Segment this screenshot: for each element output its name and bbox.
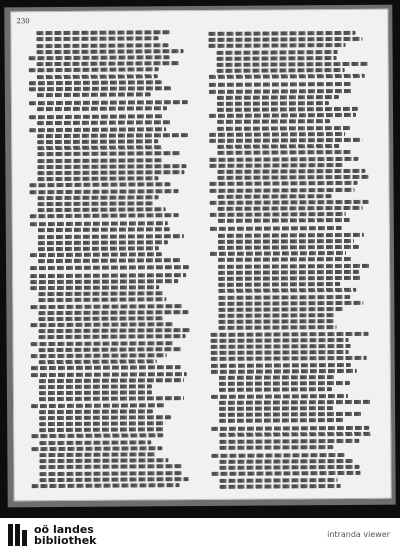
- text-line: [217, 150, 352, 155]
- text-line: [219, 381, 350, 386]
- text-line: [218, 257, 353, 262]
- text-line: [29, 115, 163, 120]
- text-line: [39, 378, 184, 383]
- text-line: [29, 127, 166, 132]
- text-line: [211, 426, 369, 431]
- text-line: [39, 384, 153, 389]
- text-line: [218, 232, 364, 237]
- text-line: [37, 176, 158, 181]
- text-line: [30, 221, 168, 226]
- text-line: [29, 183, 170, 188]
- text-line: [217, 62, 368, 67]
- text-line: [217, 107, 358, 112]
- text-line: [210, 251, 346, 256]
- text-line: [29, 86, 173, 91]
- text-line: [218, 282, 340, 287]
- text-line: [218, 239, 354, 244]
- library-logo-icon: [8, 522, 30, 548]
- text-line: [218, 276, 361, 281]
- text-line: [218, 270, 359, 275]
- text-line: [29, 55, 170, 60]
- text-line: [217, 101, 329, 106]
- text-line: [218, 307, 344, 312]
- text-line: [39, 428, 163, 433]
- text-line: [37, 152, 180, 157]
- text-line: [219, 432, 371, 437]
- text-line: [40, 471, 182, 476]
- text-line: [218, 301, 363, 306]
- text-line: [37, 92, 151, 97]
- text-line: [37, 74, 158, 79]
- text-line: [218, 288, 356, 293]
- text-line: [219, 445, 333, 450]
- text-line: [38, 240, 168, 245]
- text-line: [31, 341, 174, 346]
- text-line: [209, 132, 345, 137]
- text-line: [37, 61, 180, 66]
- text-line: [37, 158, 163, 163]
- text-line: [209, 88, 352, 93]
- text-line: [37, 106, 167, 111]
- text-line: [38, 298, 166, 303]
- text-line: [210, 212, 346, 217]
- text-line: [37, 139, 158, 144]
- page-number: 230: [16, 17, 30, 26]
- text-line: [218, 245, 359, 250]
- text-line: [220, 484, 341, 489]
- text-line: [219, 400, 371, 405]
- text-line: [39, 421, 165, 426]
- logo-line2: bibliothek: [34, 534, 97, 547]
- text-line: [38, 310, 188, 315]
- text-line: [39, 396, 184, 401]
- text-line: [39, 465, 181, 470]
- library-logo[interactable]: [8, 522, 96, 548]
- text-line: [39, 440, 151, 445]
- text-line: [38, 246, 159, 251]
- text-line: [30, 304, 182, 309]
- text-line: [31, 446, 162, 451]
- text-line: [39, 347, 183, 352]
- text-line: [37, 121, 171, 126]
- text-line: [36, 30, 170, 35]
- text-line: [31, 353, 167, 358]
- text-line: [37, 170, 184, 175]
- text-line: [218, 206, 363, 211]
- text-column-left: [28, 28, 191, 499]
- text-line: [39, 359, 157, 364]
- text-line: [211, 363, 351, 368]
- text-column-right: [208, 27, 371, 498]
- text-line: [30, 279, 179, 284]
- text-line: [29, 80, 162, 85]
- text-line: [38, 195, 159, 200]
- text-line: [210, 187, 355, 192]
- text-line: [29, 68, 159, 73]
- text-line: [38, 259, 181, 264]
- text-line: [38, 228, 170, 233]
- text-line: [30, 265, 189, 270]
- text-line: [209, 156, 358, 161]
- text-line: [209, 82, 351, 87]
- text-line: [39, 452, 155, 457]
- text-line: [219, 406, 333, 411]
- text-line: [218, 218, 350, 223]
- text-line: [209, 138, 362, 143]
- text-line: [211, 338, 349, 343]
- viewer-label: intranda viewer: [327, 530, 390, 539]
- text-line: [211, 331, 369, 336]
- text-line: [30, 213, 179, 218]
- text-line: [32, 483, 180, 488]
- text-line: [211, 453, 344, 458]
- text-line: [220, 478, 338, 483]
- text-line: [39, 335, 186, 340]
- text-line: [208, 37, 362, 42]
- text-line: [217, 68, 345, 73]
- text-line: [219, 465, 359, 470]
- text-line: [29, 100, 188, 105]
- text-line: [209, 43, 346, 48]
- text-line: [38, 207, 167, 212]
- text-line: [31, 372, 187, 377]
- text-line: [219, 418, 343, 423]
- text-line: [217, 175, 368, 180]
- text-line: [37, 133, 188, 138]
- text-line: [30, 285, 159, 290]
- text-line: [217, 50, 338, 55]
- text-line: [31, 403, 164, 408]
- text-line: [217, 169, 365, 174]
- text-line: [39, 415, 171, 420]
- text-line: [30, 189, 179, 194]
- text-line: [219, 459, 353, 464]
- text-line: [36, 37, 158, 42]
- footer-bar: [0, 518, 400, 555]
- text-line: [40, 477, 189, 482]
- text-line: [38, 201, 154, 206]
- logo-line1: oö landes: [34, 523, 94, 536]
- text-line: [219, 439, 359, 444]
- text-line: [211, 356, 367, 361]
- text-line: [219, 375, 334, 380]
- text-line: [38, 316, 164, 321]
- text-line: [39, 458, 168, 463]
- text-line: [218, 263, 370, 268]
- text-line: [218, 313, 335, 318]
- text-line: [218, 194, 332, 199]
- text-line: [211, 344, 351, 349]
- text-line: [217, 56, 337, 61]
- text-line: [209, 113, 356, 118]
- text-line: [219, 387, 332, 392]
- text-line: [211, 369, 357, 374]
- text-line: [37, 43, 169, 48]
- text-line: [39, 328, 191, 333]
- text-line: [30, 322, 172, 327]
- text-line: [212, 471, 361, 476]
- text-line: [211, 350, 349, 355]
- text-line: [218, 325, 336, 330]
- text-line: [39, 409, 153, 414]
- text-line: [37, 145, 162, 150]
- text-line: [37, 164, 186, 169]
- text-line: [211, 393, 348, 398]
- scanned-page: [10, 9, 391, 502]
- text-line: [209, 181, 357, 186]
- text-line: [39, 390, 152, 395]
- text-line: [37, 49, 184, 54]
- text-line: [217, 126, 351, 131]
- text-line: [31, 366, 181, 371]
- text-line: [209, 74, 365, 79]
- text-line: [30, 273, 186, 278]
- text-line: [217, 120, 330, 125]
- text-line: [209, 163, 342, 168]
- library-logo-text: [34, 524, 96, 546]
- text-line: [217, 144, 339, 149]
- text-line: [38, 291, 164, 296]
- text-line: [208, 31, 355, 36]
- text-line: [210, 226, 342, 231]
- text-line: [38, 234, 184, 239]
- text-line: [31, 434, 163, 439]
- text-line: [30, 252, 162, 257]
- text-line: [219, 412, 363, 417]
- text-line: [218, 294, 350, 299]
- text-line: [210, 200, 369, 205]
- text-line: [218, 319, 333, 324]
- text-line: [217, 95, 339, 100]
